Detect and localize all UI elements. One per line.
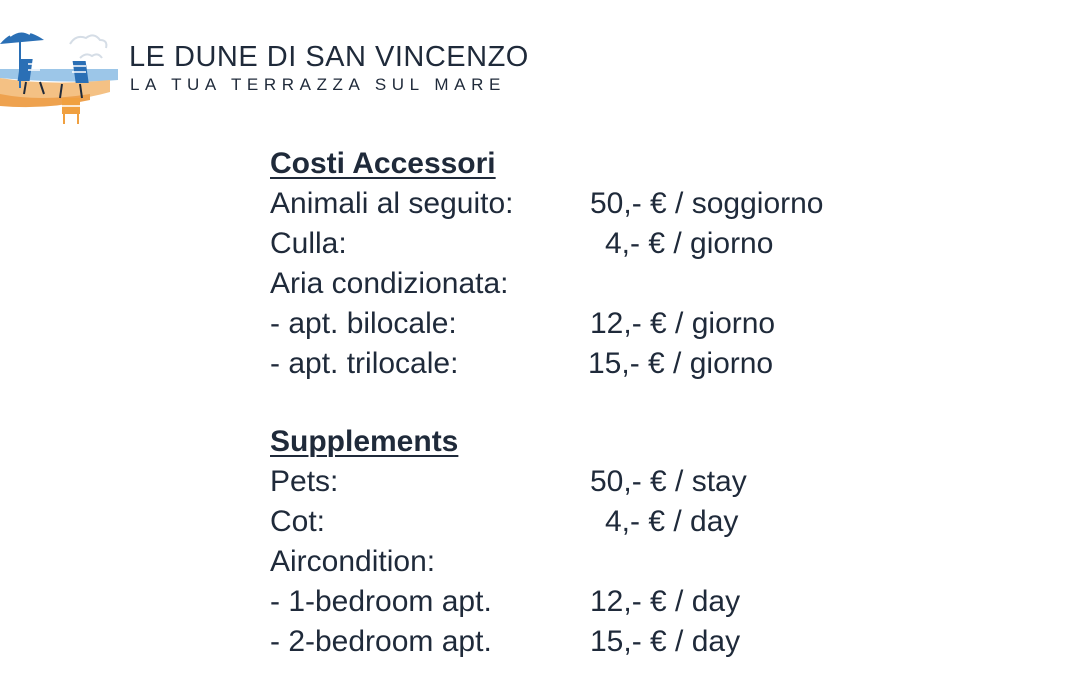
brand-title: LE DUNE DI SAN VINCENZO (129, 41, 529, 73)
price-row (270, 344, 970, 384)
header (0, 14, 600, 124)
price-label: - 1-bedroom apt. (270, 585, 492, 618)
price-label: Pets: (270, 465, 339, 498)
price-list (270, 144, 970, 662)
price-row (270, 582, 970, 622)
price-label: Culla: (270, 227, 347, 260)
price-row (270, 184, 970, 224)
price-value: 50,- € / soggiorno (590, 187, 824, 220)
price-value: 4,- € / day (605, 505, 739, 538)
price-row (270, 502, 970, 542)
price-label: - apt. bilocale: (270, 307, 457, 340)
price-value: 15,- € / giorno (588, 347, 774, 380)
price-label: - 2-bedroom apt. (270, 625, 492, 658)
price-row (270, 304, 970, 344)
price-row (270, 462, 970, 502)
price-label: Animali al seguito: (270, 187, 514, 220)
price-row (270, 542, 970, 582)
price-value: 50,- € / stay (590, 465, 747, 498)
italian-heading: Costi Accessori (270, 147, 496, 180)
section-gap (270, 384, 970, 422)
price-value: 15,- € / day (590, 625, 741, 658)
price-label: Aria condizionata: (270, 267, 509, 300)
price-label: - apt. trilocale: (270, 347, 459, 380)
english-heading: Supplements (270, 425, 459, 458)
brand-subtitle: LA TUA TERRAZZA SUL MARE (130, 75, 506, 94)
price-label: Cot: (270, 505, 326, 538)
price-value: 4,- € / giorno (605, 227, 774, 260)
beach-umbrella-chairs-icon (0, 14, 118, 124)
price-label: Aircondition: (270, 545, 436, 578)
price-value: 12,- € / giorno (590, 307, 776, 340)
price-value: 12,- € / day (590, 585, 741, 618)
price-row (270, 622, 970, 662)
price-row (270, 224, 970, 264)
price-row (270, 264, 970, 304)
